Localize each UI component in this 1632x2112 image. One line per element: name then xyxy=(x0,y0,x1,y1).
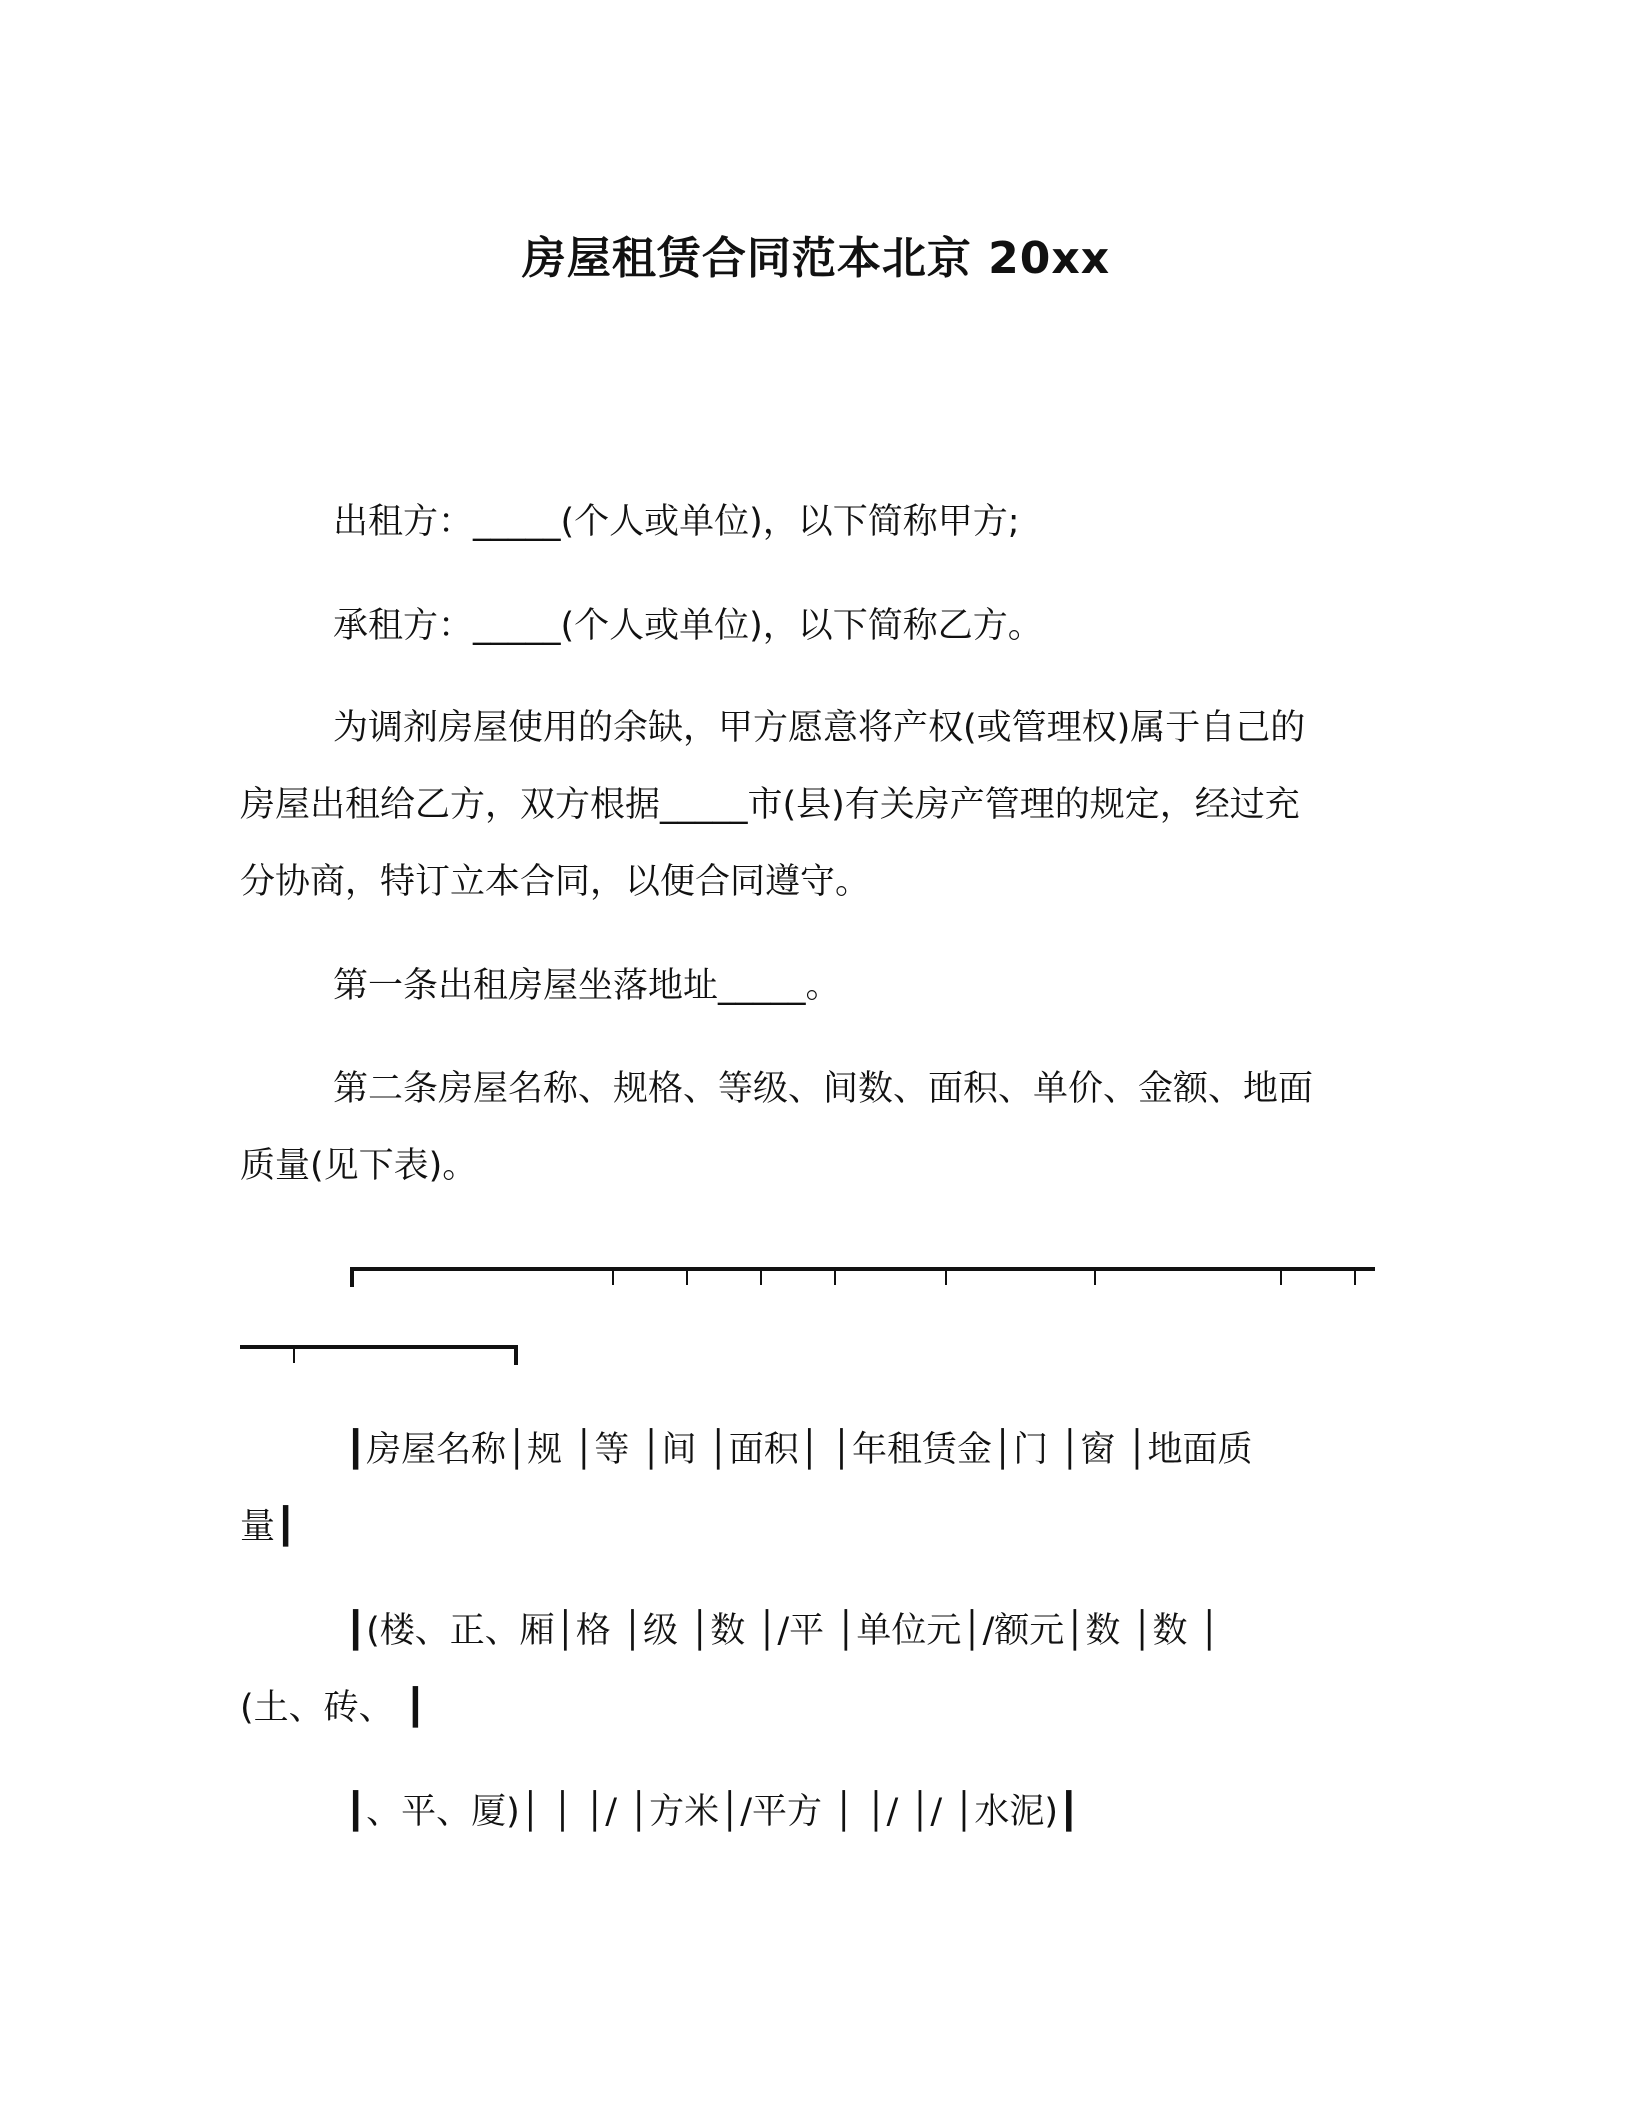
table-tick xyxy=(834,1267,836,1285)
table-corner xyxy=(350,1267,354,1287)
table-corner xyxy=(514,1345,518,1365)
lessor-line: 出租方：_____(个人或单位)，以下简称甲方; xyxy=(333,502,1020,542)
table-tick xyxy=(1280,1267,1282,1285)
preamble-line-3: 分协商，特订立本合同，以便合同遵守。 xyxy=(240,862,871,902)
preamble-line-1: 为调剂房屋使用的余缺，甲方愿意将产权(或管理权)属于自己的 xyxy=(333,708,1306,748)
table-tick xyxy=(760,1267,762,1285)
table-tick xyxy=(1094,1267,1096,1285)
article-2-line-1: 第二条房屋名称、规格、等级、间数、面积、单价、金额、地面 xyxy=(333,1069,1314,1109)
table-header-row-1: ┃房屋名称│规 │等 │间 │面积│ │年租赁金│门 │窗 │地面质 xyxy=(345,1430,1253,1470)
table-tick xyxy=(1354,1267,1356,1285)
table-tick xyxy=(945,1267,947,1285)
preamble-line-2: 房屋出租给乙方，双方根据_____市(县)有关房产管理的规定，经过充 xyxy=(240,785,1300,825)
table-header-row-2-wrap: (土、砖、 ┃ xyxy=(240,1688,426,1728)
lessee-line: 承租方：_____(个人或单位)，以下简称乙方。 xyxy=(333,606,1043,646)
document-title: 房屋租赁合同范本北京 20xx xyxy=(521,233,1111,284)
table-tick xyxy=(293,1345,295,1363)
table-rule xyxy=(240,1345,518,1349)
article-2-line-2: 质量(见下表)。 xyxy=(240,1146,478,1186)
article-1: 第一条出租房屋坐落地址_____。 xyxy=(333,966,841,1006)
table-tick xyxy=(686,1267,688,1285)
table-header-row-3: ┃、平、厦)│ │ │/ │方米│/平方 │ │/ │/ │水泥)┃ xyxy=(345,1792,1080,1832)
table-rule xyxy=(350,1267,1375,1271)
table-header-row-1-wrap: 量┃ xyxy=(240,1507,297,1547)
table-header-row-2: ┃(楼、正、厢│格 │级 │数 │/平 │单位元│/额元│数 │数 │ xyxy=(345,1611,1220,1651)
table-tick xyxy=(612,1267,614,1285)
